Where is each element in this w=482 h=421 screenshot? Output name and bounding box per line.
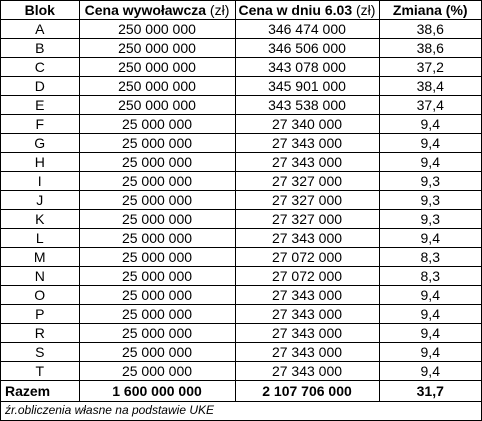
- cell-block: L: [1, 229, 79, 248]
- cell-block: S: [1, 343, 79, 362]
- table-row: [1, 96, 481, 115]
- table-row: [1, 267, 481, 286]
- cell-starting-price: 25 000 000: [79, 210, 235, 229]
- cell-block: A: [1, 20, 79, 39]
- cell-starting-price: 250 000 000: [79, 96, 235, 115]
- cell-price-on-date: 345 901 000: [235, 77, 379, 96]
- table-row: [1, 134, 481, 153]
- cell-starting-price: 25 000 000: [79, 248, 235, 267]
- cell-price-on-date: 346 506 000: [235, 39, 379, 58]
- cell-starting-price: 25 000 000: [79, 115, 235, 134]
- cell-block: K: [1, 210, 79, 229]
- table-row: [1, 305, 481, 324]
- cell-starting-price: 250 000 000: [79, 20, 235, 39]
- header-price-on-date-unit: (zł): [356, 2, 376, 18]
- cell-price-on-date: 27 343 000: [235, 343, 379, 362]
- cell-change: 9,4: [379, 305, 481, 324]
- table-row: [1, 343, 481, 362]
- cell-change: 8,3: [379, 248, 481, 267]
- cell-starting-price: 250 000 000: [79, 39, 235, 58]
- cell-block: T: [1, 362, 79, 381]
- cell-starting-price: 25 000 000: [79, 134, 235, 153]
- cell-change: 9,3: [379, 191, 481, 210]
- cell-change: 38,6: [379, 39, 481, 58]
- table-row: [1, 286, 481, 305]
- cell-change: 9,4: [379, 343, 481, 362]
- cell-block: F: [1, 115, 79, 134]
- table-row: [1, 229, 481, 248]
- total-change: 31,7: [379, 381, 481, 402]
- cell-block: C: [1, 58, 79, 77]
- cell-block: R: [1, 324, 79, 343]
- cell-block: J: [1, 191, 79, 210]
- total-label: Razem: [1, 381, 79, 402]
- table-row: [1, 172, 481, 191]
- cell-block: O: [1, 286, 79, 305]
- cell-change: 38,6: [379, 20, 481, 39]
- cell-price-on-date: 27 072 000: [235, 248, 379, 267]
- cell-change: 9,4: [379, 153, 481, 172]
- cell-price-on-date: 27 072 000: [235, 267, 379, 286]
- cell-change: 9,4: [379, 362, 481, 381]
- table-row: [1, 77, 481, 96]
- cell-block: N: [1, 267, 79, 286]
- cell-block: D: [1, 77, 79, 96]
- table-row: [1, 210, 481, 229]
- cell-change: 37,4: [379, 96, 481, 115]
- cell-change: 9,4: [379, 229, 481, 248]
- cell-price-on-date: 346 474 000: [235, 20, 379, 39]
- cell-starting-price: 250 000 000: [79, 58, 235, 77]
- table-row: [1, 115, 481, 134]
- cell-change: 9,4: [379, 286, 481, 305]
- header-change: Zmiana (%): [379, 1, 481, 20]
- cell-starting-price: 25 000 000: [79, 324, 235, 343]
- cell-price-on-date: 27 343 000: [235, 229, 379, 248]
- table-row: [1, 39, 481, 58]
- header-starting-price: Cena wywoławcza (zł): [79, 1, 235, 20]
- table-row: [1, 191, 481, 210]
- cell-price-on-date: 27 327 000: [235, 172, 379, 191]
- auction-results-table: [1, 1, 481, 402]
- header-price-on-date: Cena w dniu 6.03 (zł): [235, 1, 379, 20]
- table-row: [1, 153, 481, 172]
- cell-block: G: [1, 134, 79, 153]
- cell-price-on-date: 27 343 000: [235, 286, 379, 305]
- cell-price-on-date: 27 327 000: [235, 210, 379, 229]
- cell-price-on-date: 27 343 000: [235, 134, 379, 153]
- cell-price-on-date: 27 343 000: [235, 324, 379, 343]
- cell-price-on-date: 27 343 000: [235, 153, 379, 172]
- table-row: [1, 324, 481, 343]
- table-row: [1, 248, 481, 267]
- cell-starting-price: 25 000 000: [79, 343, 235, 362]
- cell-starting-price: 25 000 000: [79, 305, 235, 324]
- cell-starting-price: 250 000 000: [79, 77, 235, 96]
- cell-block: E: [1, 96, 79, 115]
- header-row: [1, 1, 481, 20]
- cell-block: M: [1, 248, 79, 267]
- cell-change: 38,4: [379, 77, 481, 96]
- cell-change: 9,4: [379, 134, 481, 153]
- cell-change: 8,3: [379, 267, 481, 286]
- cell-price-on-date: 27 327 000: [235, 191, 379, 210]
- cell-starting-price: 25 000 000: [79, 153, 235, 172]
- cell-change: 9,3: [379, 210, 481, 229]
- cell-price-on-date: 343 078 000: [235, 58, 379, 77]
- cell-starting-price: 25 000 000: [79, 172, 235, 191]
- header-block: Blok: [1, 1, 79, 20]
- cell-change: 9,4: [379, 324, 481, 343]
- cell-starting-price: 25 000 000: [79, 286, 235, 305]
- cell-starting-price: 25 000 000: [79, 267, 235, 286]
- total-price-on-date: 2 107 706 000: [235, 381, 379, 402]
- total-starting-price: 1 600 000 000: [79, 381, 235, 402]
- table-body: [1, 20, 481, 381]
- cell-price-on-date: 343 538 000: [235, 96, 379, 115]
- cell-starting-price: 25 000 000: [79, 191, 235, 210]
- cell-price-on-date: 27 343 000: [235, 305, 379, 324]
- cell-price-on-date: 27 343 000: [235, 362, 379, 381]
- cell-starting-price: 25 000 000: [79, 229, 235, 248]
- total-row: [1, 381, 481, 402]
- cell-starting-price: 25 000 000: [79, 362, 235, 381]
- cell-price-on-date: 27 340 000: [235, 115, 379, 134]
- cell-change: 9,4: [379, 115, 481, 134]
- cell-block: H: [1, 153, 79, 172]
- cell-change: 9,3: [379, 172, 481, 191]
- table-row: [1, 58, 481, 77]
- cell-block: P: [1, 305, 79, 324]
- cell-block: I: [1, 172, 79, 191]
- header-starting-price-unit: (zł): [209, 2, 230, 18]
- cell-block: B: [1, 39, 79, 58]
- table-row: [1, 20, 481, 39]
- table-row: [1, 362, 481, 381]
- source-note: źr.obliczenia własne na podstawie UKE: [5, 403, 214, 417]
- cell-change: 37,2: [379, 58, 481, 77]
